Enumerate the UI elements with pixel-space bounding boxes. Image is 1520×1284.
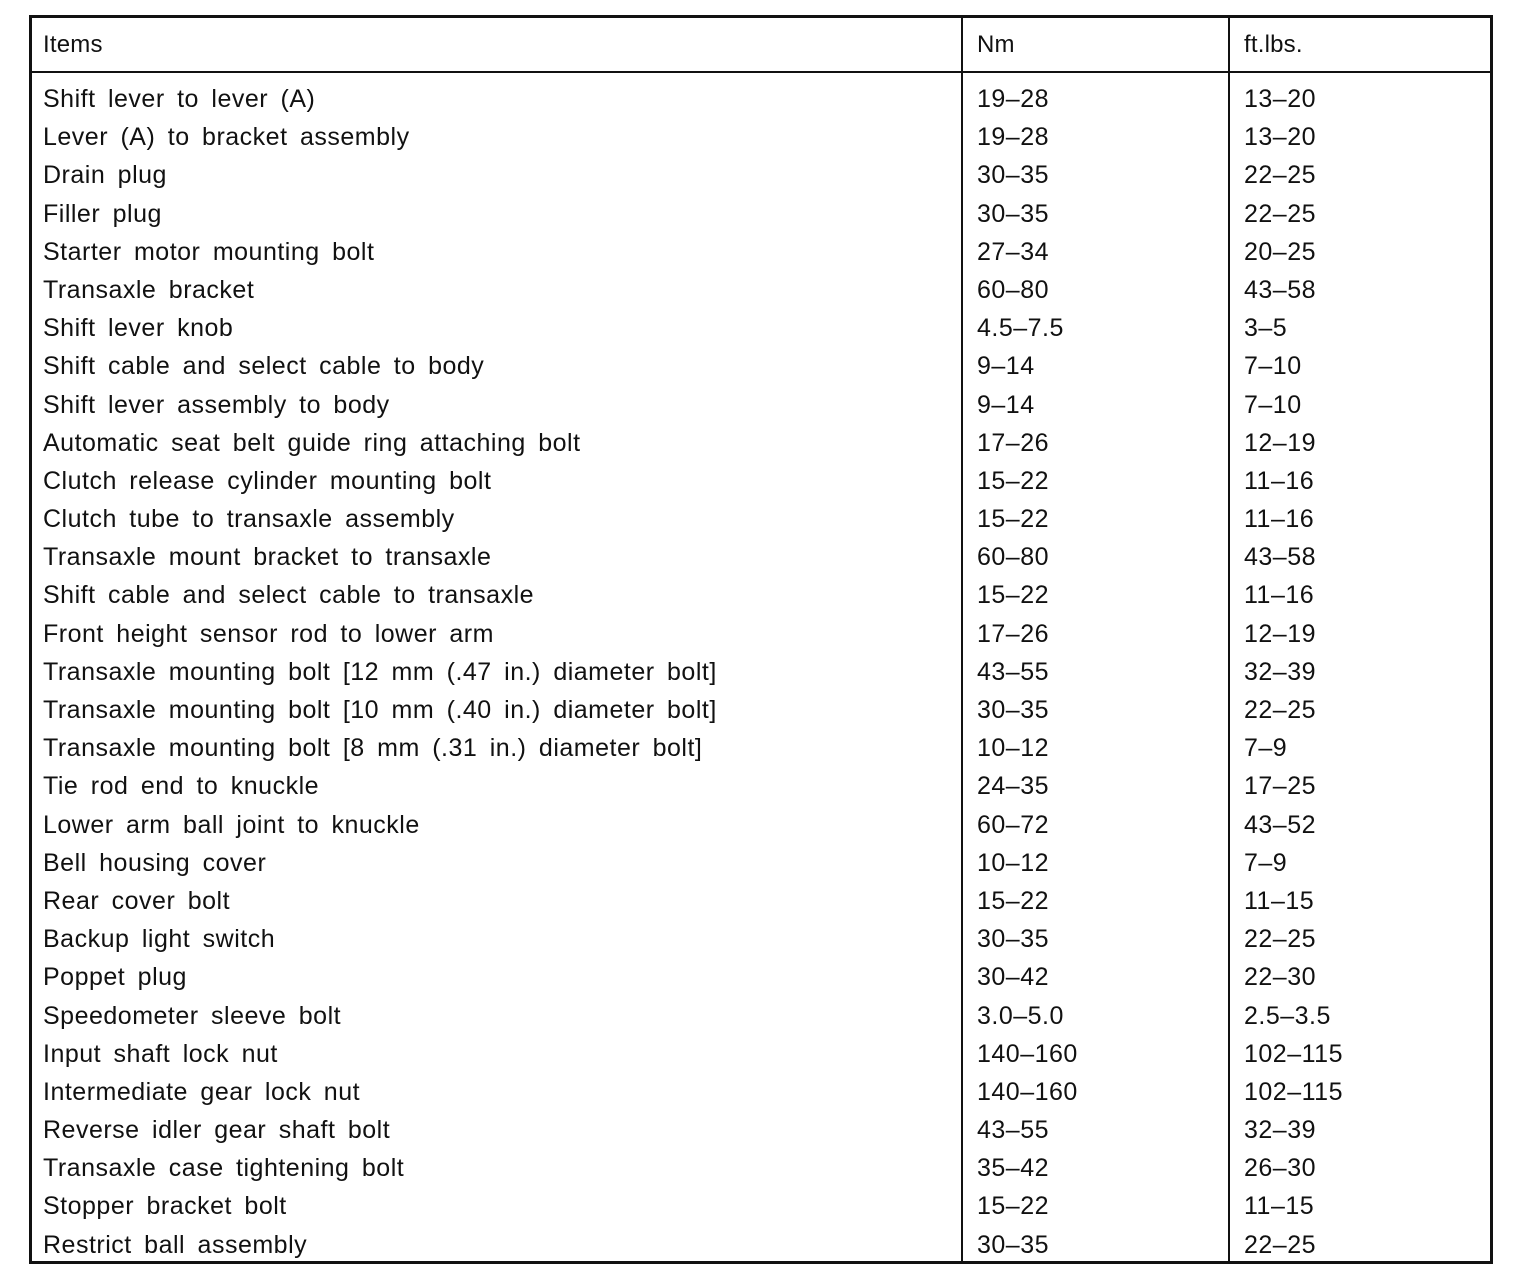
cell-item: Reverse idler gear shaft bolt: [43, 1116, 391, 1145]
table-row: [32, 540, 1490, 578]
torque-spec-table: [29, 15, 1493, 1264]
table-row: [32, 120, 1490, 158]
cell-nm: 140–160: [977, 1077, 1078, 1106]
cell-nm: 30–35: [977, 161, 1050, 190]
cell-nm: 60–72: [977, 810, 1050, 839]
table-row: [32, 999, 1490, 1037]
cell-item: Shift lever assembly to body: [43, 390, 390, 419]
cell-ftlbs: 12–19: [1244, 428, 1317, 457]
cell-item: Shift lever knob: [43, 314, 234, 343]
table-row: [32, 731, 1490, 769]
cell-nm: 15–22: [977, 505, 1050, 534]
cell-item: Front height sensor rod to lower arm: [43, 619, 494, 648]
cell-nm: 10–12: [977, 734, 1050, 763]
cell-item: Bell housing cover: [43, 848, 267, 877]
cell-ftlbs: 17–25: [1244, 772, 1317, 801]
cell-ftlbs: 22–25: [1244, 199, 1317, 228]
cell-item: Transaxle mounting bolt [12 mm (.47 in.) diameter bolt]: [43, 657, 717, 686]
cell-ftlbs: 13–20: [1244, 85, 1317, 113]
cell-nm: 4.5–7.5: [977, 314, 1064, 343]
table-row: [32, 578, 1490, 616]
cell-item: Automatic seat belt guide ring attaching bolt: [43, 428, 581, 457]
cell-item: Clutch release cylinder mounting bolt: [43, 466, 492, 495]
cell-ftlbs: 22–25: [1244, 925, 1317, 954]
cell-item: Stopper bracket bolt: [43, 1192, 287, 1221]
cell-nm: 30–35: [977, 199, 1050, 228]
table-row: [32, 1037, 1490, 1075]
cell-nm: 140–160: [977, 1039, 1078, 1068]
table-row: [32, 311, 1490, 349]
cell-nm: 9–14: [977, 352, 1035, 381]
table-row: [32, 82, 1490, 120]
cell-item: Drain plug: [43, 161, 167, 190]
cell-ftlbs: 26–30: [1244, 1154, 1317, 1183]
header-divider: [32, 71, 1490, 73]
cell-nm: 43–55: [977, 657, 1050, 686]
cell-item: Starter motor mounting bolt: [43, 237, 375, 266]
cell-ftlbs: 20–25: [1244, 237, 1317, 266]
table-row: [32, 808, 1490, 846]
table-row: [32, 158, 1490, 196]
table-row: [32, 1228, 1490, 1266]
table-row: [32, 1151, 1490, 1189]
table-row: [32, 235, 1490, 273]
cell-nm: 15–22: [977, 466, 1050, 495]
cell-ftlbs: 43–52: [1244, 810, 1317, 839]
cell-item: Backup light switch: [43, 925, 276, 954]
table-header-row: [32, 18, 1490, 71]
cell-item: Shift cable and select cable to body: [43, 352, 485, 381]
cell-item: Rear cover bolt: [43, 886, 231, 915]
table-row: [32, 349, 1490, 387]
table-row: [32, 502, 1490, 540]
cell-nm: 30–35: [977, 696, 1050, 724]
header-items: Items: [43, 31, 103, 58]
header-nm: Nm: [977, 31, 1015, 58]
cell-item: Transaxle mounting bolt [8 mm (.31 in.) diameter bolt]: [43, 734, 703, 763]
cell-ftlbs: 11–15: [1244, 886, 1315, 915]
cell-item: Shift lever to lever (A): [43, 85, 316, 113]
cell-item: Filler plug: [43, 199, 162, 228]
table-row: [32, 884, 1490, 922]
table-body: [32, 82, 1490, 1266]
cell-item: Lever (A) to bracket assembly: [43, 123, 410, 152]
cell-ftlbs: 102–115: [1244, 1039, 1343, 1068]
cell-ftlbs: 102–115: [1244, 1077, 1343, 1106]
cell-ftlbs: 11–16: [1244, 505, 1315, 534]
cell-ftlbs: 7–10: [1244, 352, 1302, 381]
cell-item: Intermediate gear lock nut: [43, 1077, 361, 1106]
table-row: [32, 426, 1490, 464]
cell-ftlbs: 3–5: [1244, 314, 1288, 343]
cell-nm: 17–26: [977, 619, 1050, 648]
table-row: [32, 1075, 1490, 1113]
table-row: [32, 1189, 1490, 1227]
table-row: [32, 273, 1490, 311]
cell-item: Clutch tube to transaxle assembly: [43, 505, 455, 534]
table-row: [32, 1113, 1490, 1151]
cell-nm: 30–35: [977, 925, 1050, 954]
cell-nm: 9–14: [977, 390, 1035, 419]
cell-item: Restrict ball assembly: [43, 1230, 308, 1259]
cell-item: Transaxle case tightening bolt: [43, 1154, 405, 1183]
cell-nm: 19–28: [977, 123, 1050, 152]
table-row: [32, 960, 1490, 998]
cell-ftlbs: 22–25: [1244, 161, 1317, 190]
cell-item: Lower arm ball joint to knuckle: [43, 810, 420, 839]
cell-ftlbs: 43–58: [1244, 543, 1317, 572]
cell-ftlbs: 32–39: [1244, 657, 1317, 686]
table-row: [32, 388, 1490, 426]
table-row: [32, 655, 1490, 693]
cell-nm: 3.0–5.0: [977, 1001, 1064, 1030]
cell-nm: 10–12: [977, 848, 1050, 877]
cell-ftlbs: 11–16: [1244, 581, 1315, 610]
table-row: [32, 617, 1490, 655]
cell-ftlbs: 13–20: [1244, 123, 1317, 152]
cell-nm: 35–42: [977, 1154, 1050, 1183]
cell-item: Poppet plug: [43, 963, 187, 992]
cell-item: Transaxle mount bracket to transaxle: [43, 543, 492, 572]
cell-nm: 60–80: [977, 275, 1050, 304]
cell-nm: 60–80: [977, 543, 1050, 572]
cell-item: Transaxle bracket: [43, 275, 255, 304]
cell-nm: 17–26: [977, 428, 1050, 457]
table-row: [32, 846, 1490, 884]
cell-ftlbs: 22–25: [1244, 696, 1317, 724]
cell-ftlbs: 2.5–3.5: [1244, 1001, 1331, 1030]
cell-nm: 30–35: [977, 1230, 1050, 1259]
cell-nm: 15–22: [977, 886, 1050, 915]
table-row: [32, 693, 1490, 731]
cell-ftlbs: 32–39: [1244, 1116, 1317, 1145]
cell-ftlbs: 7–9: [1244, 734, 1288, 763]
cell-ftlbs: 22–30: [1244, 963, 1317, 992]
table-row: [32, 922, 1490, 960]
cell-ftlbs: 43–58: [1244, 275, 1317, 304]
table-row: [32, 769, 1490, 807]
cell-nm: 15–22: [977, 1192, 1050, 1221]
header-ftlbs: ft.lbs.: [1244, 31, 1303, 58]
cell-item: Input shaft lock nut: [43, 1039, 278, 1068]
cell-nm: 15–22: [977, 581, 1050, 610]
cell-ftlbs: 7–10: [1244, 390, 1302, 419]
cell-nm: 27–34: [977, 237, 1050, 266]
cell-nm: 30–42: [977, 963, 1050, 992]
cell-nm: 19–28: [977, 85, 1050, 113]
cell-ftlbs: 12–19: [1244, 619, 1317, 648]
cell-ftlbs: 11–16: [1244, 466, 1315, 495]
table-row: [32, 464, 1490, 502]
table-row: [32, 197, 1490, 235]
cell-item: Shift cable and select cable to transaxle: [43, 581, 535, 610]
cell-ftlbs: 11–15: [1244, 1192, 1315, 1221]
cell-ftlbs: 22–25: [1244, 1230, 1317, 1259]
cell-nm: 43–55: [977, 1116, 1050, 1145]
cell-item: Speedometer sleeve bolt: [43, 1001, 342, 1030]
cell-ftlbs: 7–9: [1244, 848, 1288, 877]
cell-item: Transaxle mounting bolt [10 mm (.40 in.) diameter bolt]: [43, 696, 717, 724]
cell-nm: 24–35: [977, 772, 1050, 801]
cell-item: Tie rod end to knuckle: [43, 772, 320, 801]
